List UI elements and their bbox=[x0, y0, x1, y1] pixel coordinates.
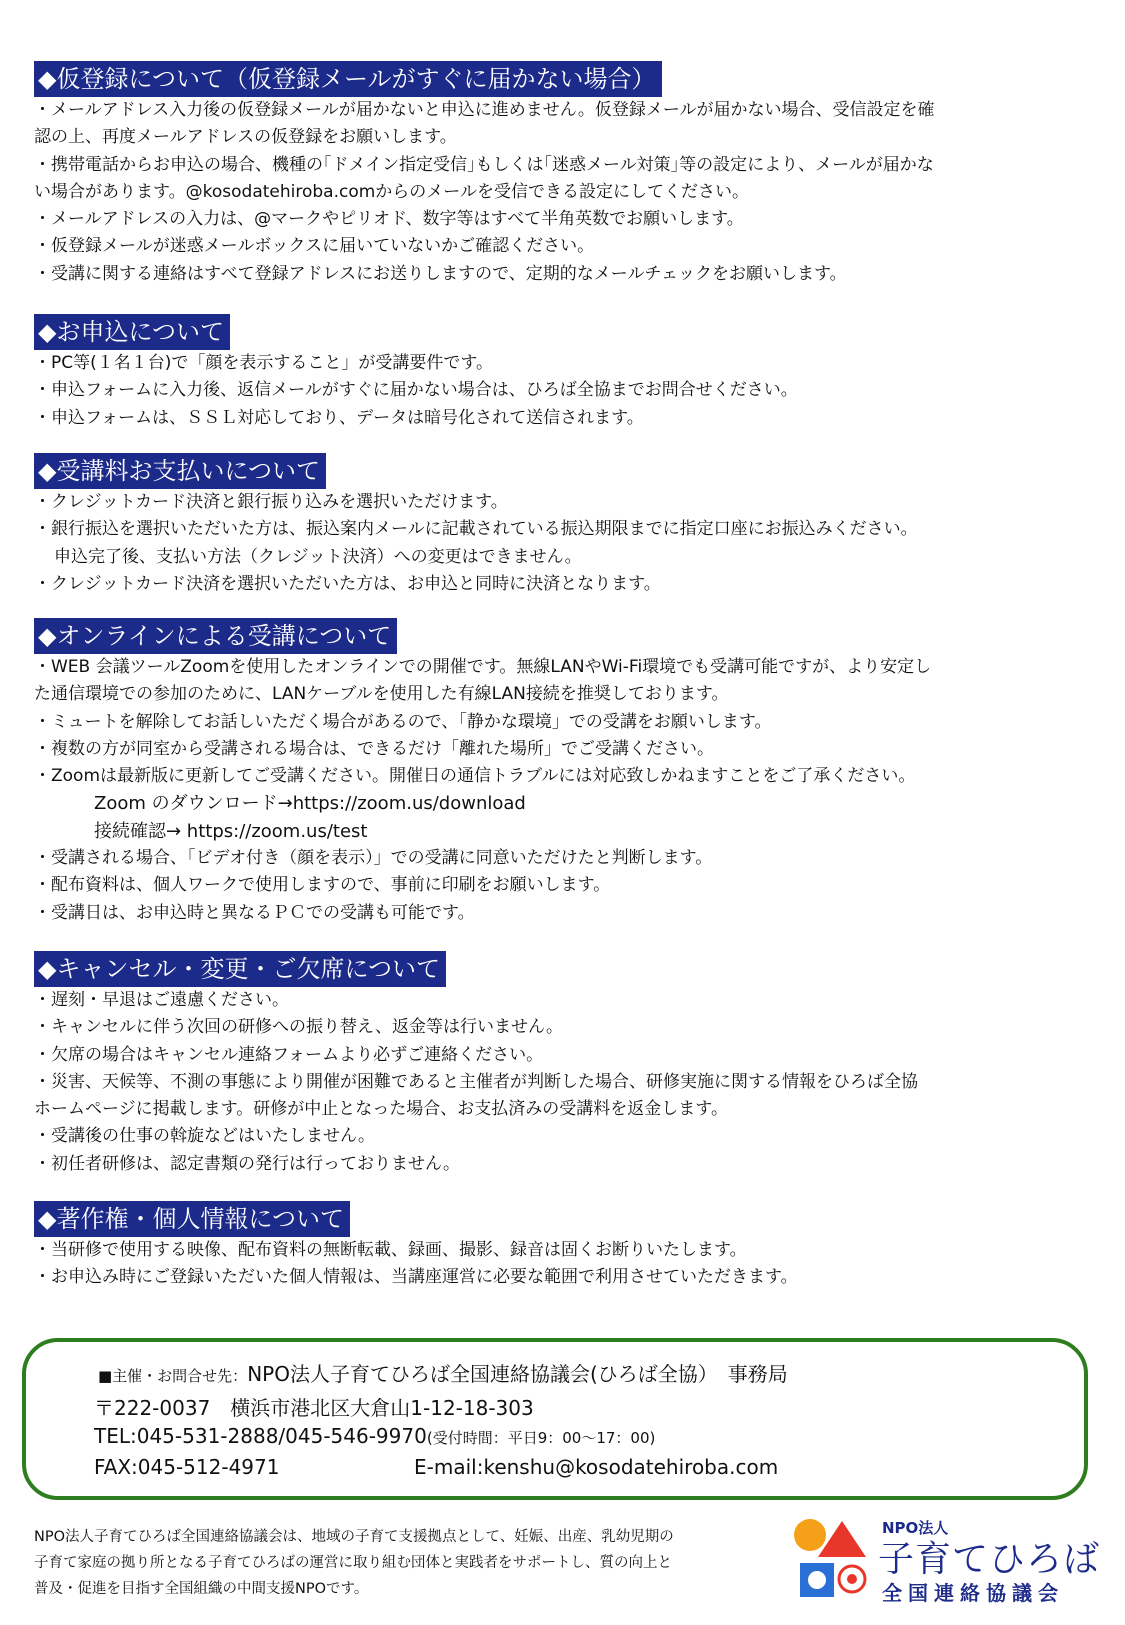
text-line: ・初任者研修は、認定書類の発行は行っておりません。 bbox=[34, 1153, 461, 1174]
section-body bbox=[34, 97, 1094, 288]
text-line: ・欠席の場合はキャンセル連絡フォームより必ずご連絡ください。 bbox=[34, 1044, 544, 1065]
text-line: ・クレジットカード決済と銀行振り込みを選択いただけます。 bbox=[34, 492, 508, 512]
section-heading: ◆お申込について bbox=[34, 314, 230, 350]
zoom-test-link[interactable]: 接続確認→ https://zoom.us/test bbox=[94, 820, 368, 842]
contact-fax-row bbox=[94, 1455, 778, 1479]
section-payment bbox=[34, 453, 1094, 598]
section-heading: ◆著作権・個人情報について bbox=[34, 1201, 350, 1237]
text-line: ・受講日は、お申込時と異なるＰＣでの受講も可能です。 bbox=[34, 902, 475, 923]
section-copyright-privacy bbox=[34, 1201, 1094, 1292]
text-line: ・受講に関する連絡はすべて登録アドレスにお送りしますので、定期的なメールチェックをお願いします。 bbox=[34, 263, 847, 284]
section-body bbox=[34, 1237, 1094, 1292]
contact-address: 〒222-0037 横浜市港北区大倉山1-12-18-303 bbox=[94, 1396, 534, 1420]
text-line: ・受講される場合、「ビデオ付き（顔を表示）」での受講に同意いただけたと判断します。 bbox=[34, 848, 713, 869]
footer-line: NPO法人子育てひろば全国連絡協議会は、地域の子育て支援拠点として、妊娠、出産、乳幼児期の bbox=[34, 1529, 674, 1545]
text-line: ・ミュートを解除してお話しいただく場合があるので、「静かな環境」での受講をお願いします。 bbox=[34, 711, 772, 732]
section-body bbox=[34, 350, 1094, 432]
section-body bbox=[34, 489, 1094, 598]
text-line: ホームページに掲載します。研修が中止となった場合、お支払済みの受講料を返金します。 bbox=[34, 1099, 728, 1120]
text-line: 認の上、再度メールアドレスの仮登録をお願いします。 bbox=[34, 127, 457, 148]
logo-npo-text: NPO法人 bbox=[882, 1519, 949, 1537]
logo-main-text: 子育てひろば bbox=[878, 1539, 1101, 1580]
text-line: ・配布資料は、個人ワークで使用しますので、事前に印刷をお願いします。 bbox=[34, 875, 611, 896]
text-line: ・メールアドレスの入力は、@マークやピリオド、数字等はすべて半角英数でお願いします。 bbox=[34, 209, 744, 230]
contact-label: ■主催・お問合せ先： bbox=[98, 1367, 248, 1385]
section-heading: ◆受講料お支払いについて bbox=[34, 453, 326, 489]
contact-tel: TEL:045-531-2888/045-546-9970 bbox=[94, 1424, 427, 1448]
text-line: ・Zoomは最新版に更新してご受講ください。開催日の通信トラブルには対応致しかねますことをご了承ください。 bbox=[34, 766, 916, 787]
contact-hours: (受付時間：平日9：00～17：00) bbox=[426, 1429, 656, 1447]
text-line: ・PC等(１名１台)で「顔を表示すること」が受講要件です。 bbox=[34, 353, 494, 373]
section-application bbox=[34, 314, 1094, 432]
footer-line: 子育て家庭の拠り所となる子育てひろばの運営に取り組む団体と実践者をサポートし、質の向上と bbox=[34, 1555, 672, 1571]
section-body bbox=[34, 987, 1094, 1178]
section-cancellation bbox=[34, 951, 1094, 1178]
contact-fax: FAX:045-512-4971 bbox=[94, 1455, 280, 1479]
text-line: ・お申込み時にご登録いただいた個人情報は、当講座運営に必要な範囲で利用させていただきます。 bbox=[34, 1267, 798, 1288]
footer-description bbox=[34, 1524, 784, 1602]
text-line: ・災害、天候等、不測の事態により開催が困難であると主催者が判断した場合、研修実施に関する情報をひろば全協 bbox=[34, 1071, 918, 1092]
logo-mark-icon bbox=[790, 1517, 875, 1602]
text-line: ・銀行振込を選択いただいた方は、振込案内メールに記載されている振込期限までに指定口座にお振込みください。 bbox=[34, 519, 918, 540]
logo-sub-text: 全国連絡協議会 bbox=[882, 1581, 1064, 1605]
text-line: 申込完了後、支払い方法（クレジット決済）への変更はできません。 bbox=[54, 546, 582, 567]
section-heading: ◆キャンセル・変更・ご欠席について bbox=[34, 951, 446, 987]
contact-tel-row bbox=[94, 1424, 655, 1448]
contact-organizer bbox=[98, 1358, 788, 1387]
text-line: ・クレジットカード決済を選択いただいた方は、お申込と同時に決済となります。 bbox=[34, 573, 661, 594]
text-line: ・キャンセルに伴う次回の研修への振り替え、返金等は行いません。 bbox=[34, 1017, 564, 1038]
text-line: ・申込フォームは、ＳＳＬ対応しており、データは暗号化されて送信されます。 bbox=[34, 407, 644, 428]
text-line: ・当研修で使用する映像、配布資料の無断転載、録画、撮影、録音は固くお断りいたします。 bbox=[34, 1240, 747, 1260]
text-line: ・携帯電話からお申込の場合、機種の｢ドメイン指定受信｣もしくは｢迷惑メール対策｣等の設定により、メールが届かな bbox=[34, 154, 934, 175]
text-line: ・仮登録メールが迷惑メールボックスに届いていないかご確認ください。 bbox=[34, 236, 595, 257]
text-line: い場合があります。@kosodatehiroba.comからのメールを受信できる設定にしてください。 bbox=[34, 181, 749, 202]
section-heading: ◆オンラインによる受講について bbox=[34, 618, 397, 654]
section-online-attendance bbox=[34, 618, 1094, 927]
text-line: ・WEB 会議ツールZoomを使用したオンラインでの開催です。無線LANやWi-Fi環境でも受講可能ですが、より安定し bbox=[34, 657, 932, 677]
text-line: ・受講後の仕事の斡旋などはいたしません。 bbox=[34, 1126, 376, 1147]
zoom-download-link[interactable]: Zoom のダウンロード→https://zoom.us/download bbox=[94, 793, 526, 815]
section-provisional-registration bbox=[34, 61, 1094, 288]
contact-box bbox=[22, 1338, 1088, 1500]
section-heading: ◆仮登録について（仮登録メールがすぐに届かない場合） bbox=[34, 61, 662, 97]
text-line: ・遅刻・早退はご遠慮ください。 bbox=[34, 990, 289, 1010]
footer-line: 普及・促進を目指す全国組織の中間支援NPOです。 bbox=[34, 1581, 369, 1597]
text-line: ・メールアドレス入力後の仮登録メールが届かないと申込に進めません。仮登録メールが届かない場合、受信設定を確 bbox=[34, 100, 935, 120]
organization-logo bbox=[790, 1515, 1101, 1605]
text-line: た通信環境での参加のために、LANケーブルを使用した有線LAN接続を推奨しております。 bbox=[34, 684, 729, 705]
contact-org: NPO法人子育てひろば全国連絡協議会(ひろば全協） 事務局 bbox=[247, 1362, 788, 1386]
contact-email[interactable]: E-mail:kenshu@kosodatehiroba.com bbox=[414, 1455, 779, 1479]
section-body bbox=[34, 654, 1094, 927]
text-line: ・複数の方が同室から受講される場合は、できるだけ「離れた場所」でご受講ください。 bbox=[34, 738, 714, 759]
text-line: ・申込フォームに入力後、返信メールがすぐに届かない場合は、ひろば全協までお問合せください。 bbox=[34, 380, 798, 401]
